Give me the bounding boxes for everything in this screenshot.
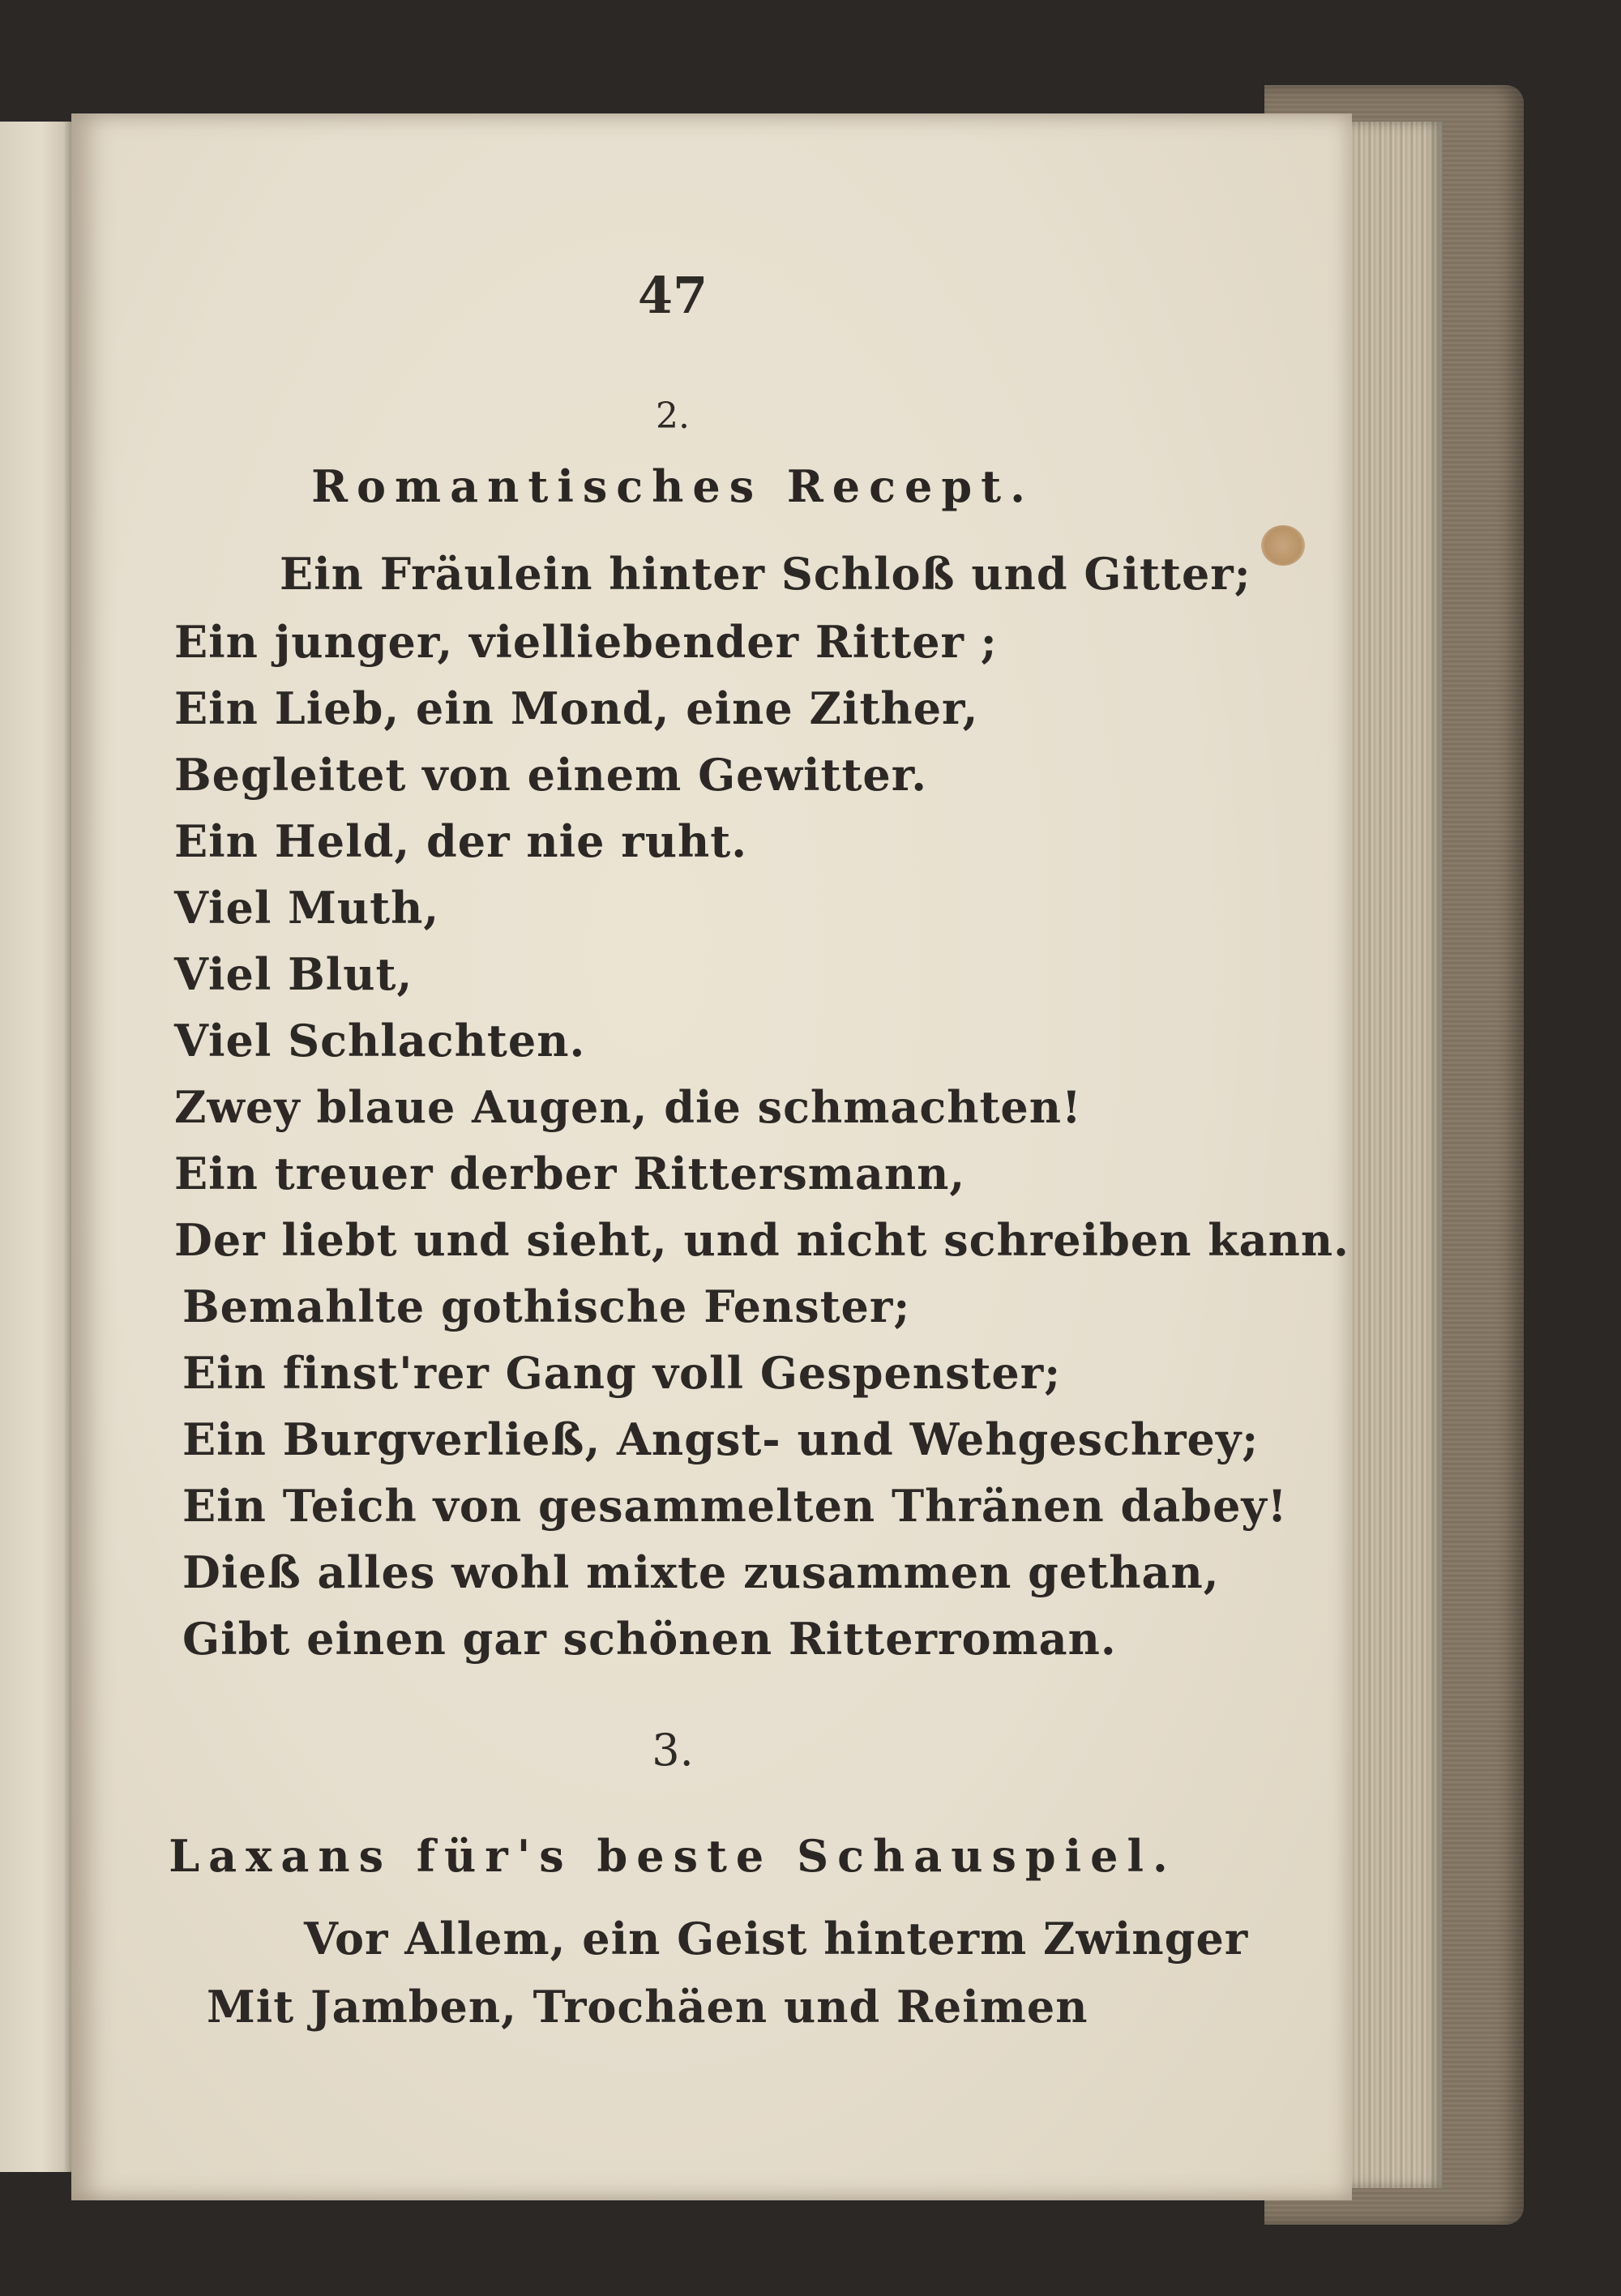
- section-number: 2.: [656, 395, 690, 437]
- poem-line: Der liebt und sieht, und nicht schreiben kann.: [174, 1214, 1349, 1266]
- poem-line: Begleitet von einem Gewitter.: [174, 749, 928, 801]
- poem-line: Viel Muth,: [174, 882, 440, 934]
- poem-line: Ein junger, vielliebender Ritter ;: [174, 616, 998, 668]
- poem-line: Zwey blaue Augen, die schmachten!: [174, 1081, 1082, 1133]
- section-number: 3.: [652, 1725, 694, 1776]
- poem-line: Ein Held, der nie ruht.: [174, 815, 747, 867]
- poem-line: Ein Teich von gesammelten Thränen dabey!: [182, 1480, 1288, 1532]
- poem-line: Mit Jamben, Trochäen und Reimen: [207, 1981, 1089, 2033]
- poem-line: Dieß alles wohl mixte zusammen gethan,: [182, 1546, 1220, 1598]
- poem-title: Romantisches Recept.: [311, 460, 1034, 512]
- page-number: 47: [637, 266, 708, 325]
- poem-line: Ein Burgverließ, Angst- und Wehgeschrey;: [182, 1413, 1260, 1465]
- poem-line: Vor Allem, ein Geist hinterm Zwinger: [304, 1913, 1249, 1965]
- poem-line: Gibt einen gar schönen Ritterroman.: [182, 1613, 1117, 1665]
- poem-line: Ein treuer derber Rittersmann,: [174, 1148, 966, 1199]
- poem-line: Ein Lieb, ein Mond, eine Zither,: [174, 682, 979, 734]
- poem-line: Viel Schlachten.: [174, 1015, 586, 1067]
- poem-line: Ein finst'rer Gang voll Gespenster;: [182, 1347, 1062, 1399]
- poem-line: Bemahlte gothische Fenster;: [182, 1281, 911, 1332]
- paper-stain: [1261, 525, 1305, 566]
- poem-title: Laxans für's beste Schauspiel.: [169, 1830, 1177, 1882]
- poem-line: Viel Blut,: [174, 948, 413, 1000]
- poem-line: Ein Fräulein hinter Schloß und Gitter;: [280, 548, 1251, 600]
